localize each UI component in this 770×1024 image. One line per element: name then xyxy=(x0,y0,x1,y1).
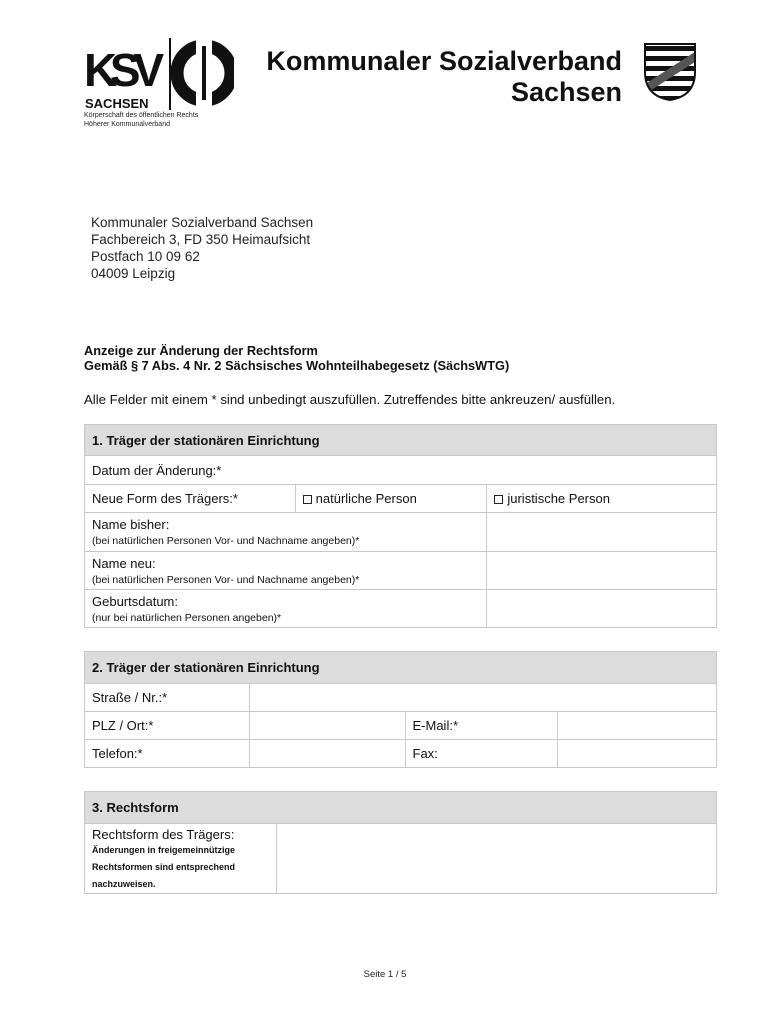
form-title-line2: Gemäß § 7 Abs. 4 Nr. 2 Sächsisches Wohnteilhabegesetz (SächsWTG) xyxy=(84,358,510,373)
legal-form-note-line1: Änderungen in freigemeinnützige xyxy=(92,845,236,855)
birth-date-label-cell xyxy=(85,590,487,628)
logo-text: KSV xyxy=(84,44,164,96)
logo-subtitle xyxy=(84,111,198,129)
street-label: Straße / Nr.:* xyxy=(85,684,250,712)
natural-person-option[interactable] xyxy=(295,485,487,513)
ballot-box-icon[interactable] xyxy=(303,495,312,504)
natural-person-label: natürliche Person xyxy=(315,491,417,506)
section-2-table xyxy=(84,651,717,768)
birth-date-label: Geburtsdatum: xyxy=(92,593,178,609)
name-old-hint: (bei natürlichen Personen Vor- und Nachname angeben)* xyxy=(92,535,360,547)
address-line: Fachbereich 3, FD 350 Heimaufsicht xyxy=(91,232,311,247)
logo-region: SACHSEN xyxy=(85,96,149,111)
address-line: 04009 Leipzig xyxy=(91,266,176,281)
birth-date-input[interactable] xyxy=(487,590,717,628)
section-3-table xyxy=(84,791,717,894)
org-title-line2: Sachsen xyxy=(510,77,622,107)
recipient-address xyxy=(91,214,313,282)
juristic-person-option[interactable] xyxy=(487,485,717,513)
legal-form-label-cell xyxy=(85,824,277,894)
section-2-title: 2. Träger der stationären Einrichtung xyxy=(85,652,717,684)
new-form-label: Neue Form des Trägers:* xyxy=(85,485,296,513)
legal-form-label: Rechtsform des Trägers: xyxy=(92,827,235,842)
zip-city-input[interactable] xyxy=(249,712,405,740)
phone-label: Telefon:* xyxy=(85,740,250,768)
section-1-table xyxy=(84,424,717,628)
phone-input[interactable] xyxy=(249,740,405,768)
name-new-label: Name neu: xyxy=(92,555,156,571)
fax-input[interactable] xyxy=(558,740,717,768)
ballot-box-icon[interactable] xyxy=(494,495,503,504)
email-label: E-Mail:* xyxy=(405,712,558,740)
logo-subtitle-line1: Körperschaft des öffentlichen Rechts xyxy=(84,112,199,119)
saxony-crest-icon xyxy=(643,42,697,102)
name-new-hint: (bei natürlichen Personen Vor- und Nachname angeben)* xyxy=(92,573,360,586)
address-line: Kommunaler Sozialverband Sachsen xyxy=(91,215,314,230)
change-date-label: Datum der Änderung:* xyxy=(92,462,222,478)
form-title-line1: Anzeige zur Änderung der Rechtsform xyxy=(84,343,318,358)
change-date-field[interactable] xyxy=(85,456,717,485)
page-number: Seite 1 / 5 xyxy=(363,969,407,980)
name-new-label-cell xyxy=(85,552,487,590)
juristic-person-label: juristische Person xyxy=(507,491,610,506)
legal-form-input[interactable] xyxy=(276,824,716,894)
ksv-logo xyxy=(84,36,234,112)
fax-label: Fax: xyxy=(405,740,558,768)
organization-title xyxy=(240,46,622,108)
name-old-label: Name bisher: xyxy=(92,517,170,532)
section-1-title: 1. Träger der stationären Einrichtung xyxy=(85,425,717,456)
zip-city-label: PLZ / Ort:* xyxy=(85,712,250,740)
legal-form-note-line3: nachzuweisen. xyxy=(92,879,156,889)
org-title-line1: Kommunaler Sozialverband xyxy=(266,46,622,76)
birth-date-hint: (nur bei natürlichen Personen angeben)* xyxy=(92,611,282,624)
address-line: Postfach 10 09 62 xyxy=(91,249,200,264)
section-3-title: 3. Rechtsform xyxy=(85,792,717,824)
name-new-input[interactable] xyxy=(487,552,717,590)
form-title xyxy=(84,343,509,373)
email-input[interactable] xyxy=(558,712,717,740)
name-old-label-cell xyxy=(85,513,487,552)
legal-form-note-line2: Rechtsformen sind entsprechend xyxy=(92,862,236,872)
street-input[interactable] xyxy=(249,684,716,712)
logo-subtitle-line2: Höherer Kommunalverband xyxy=(84,121,170,128)
form-intro: Alle Felder mit einem * sind unbedingt auszufüllen. Zutreffendes bitte ankreuzen/ ausfüllen. xyxy=(84,392,616,407)
name-old-input[interactable] xyxy=(487,513,717,552)
